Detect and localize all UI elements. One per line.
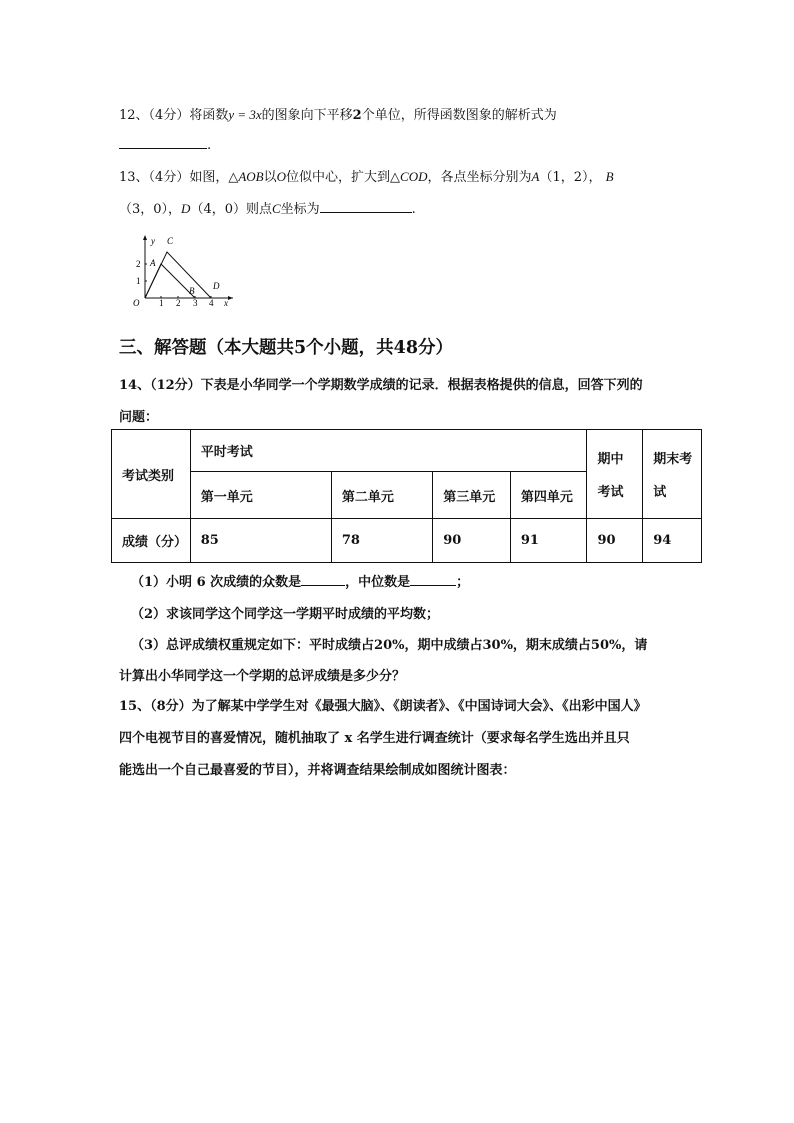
coordinate-figure [129,232,235,310]
x-tick-label-1: 1 [159,298,164,308]
q13-line1 [119,166,614,185]
y-axis-arrow [143,235,147,240]
x-tick-label-4: 4 [209,298,214,308]
score-midterm: 90 [587,519,643,563]
mode-answer-blank[interactable] [301,573,345,586]
section-heading: 三、解答题（本大题共5个小题，共48分） [119,338,454,358]
q13-prefix: 13、（4分）如图， [119,170,229,185]
midterm-label-cell [587,430,643,519]
q13-b-coord: （3，0）， [119,202,182,217]
q13-aob: △AOB [228,169,264,184]
midterm-label-2: 考试 [597,485,624,500]
y-tick-label-2: 2 [136,259,141,269]
q13-text2: 位似中心，扩大到 [286,170,391,185]
score-label-cell: 成绩（分） [112,519,191,563]
q12-end: . [207,138,212,153]
type-label-cell: 考试类别 [112,430,191,519]
q13-d-coord: （4，0）则点 [190,202,272,217]
x-axis-arrow [228,296,233,300]
label-c: C [167,236,174,246]
label-d: D [213,281,220,291]
q14-sub3-line1: （3）总评成绩权重规定如下：平时成绩占20%，期中成绩占30%，期末成绩占50%，请 [131,638,648,653]
label-x: x [224,298,228,308]
q14-sub3-line2: 计算出小华同学这一个学期的总评成绩是多少分？ [119,669,406,684]
q14-line1: 14、（12分）下表是小华同学一个学期数学成绩的记录．根据表格提供的信息，回答下列的 [119,378,643,393]
label-b: B [189,286,195,296]
q13-cod: △COD [390,169,428,184]
q14-sub1-a: （1）小明 6 次成绩的众数是 [131,575,302,590]
q13-d: D [181,201,191,216]
q13-a: A [531,169,540,184]
score-final: 94 [643,519,702,563]
q14-sub1-c: ； [456,575,470,590]
unit-2-cell: 第二单元 [331,472,432,519]
q14-sub1 [131,571,469,590]
final-label-cell [643,430,702,519]
unit-1-cell: 第一单元 [190,472,331,519]
final-label-1: 期末考 [653,452,693,467]
q15-line3: 能选出一个自己最喜爱的节目），并将调查结果绘制成如图统计图表： [119,763,516,778]
q12-amount: 2 [352,108,362,123]
q13-c: C [271,201,281,216]
label-y: y [151,236,155,246]
median-answer-blank[interactable] [410,573,456,586]
q14-sub1-b: ，中位数是 [345,575,411,590]
q12-line1 [119,104,557,123]
label-o: O [133,298,140,308]
x-tick-label-2: 2 [176,298,181,308]
q12-line2 [119,136,211,153]
x-tick-label-3: 3 [193,298,198,308]
score-unit-1: 85 [190,519,331,563]
score-unit-4: 91 [510,519,587,563]
q13-answer-blank[interactable] [320,200,412,213]
q13-end: . [411,202,416,217]
q12-suffix2: 个单位，所得函数图象的解析式为 [361,108,557,123]
q14-sub2: （2）求该同学这个同学这一学期平时成绩的平均数； [131,607,440,622]
q13-line2 [119,198,416,217]
q12-prefix: 12、（4分）将函数 [119,108,229,123]
unit-4-cell: 第四单元 [510,472,587,519]
score-table [111,429,702,563]
q13-o: O [276,169,287,184]
regular-label-cell: 平时考试 [190,430,587,472]
triangle-aob [145,264,195,298]
q15-line2: 四个电视节目的喜爱情况，随机抽取了 x 名学生进行调查统计（要求每名学生选出并且只 [119,731,630,746]
q15-line1: 15、（8分）为了解某中学学生对《最强大脑》、《朗读者》、《中国诗词大会》、《出彩中国人》 [119,699,647,714]
midterm-label-1: 期中 [597,452,624,467]
table-row [112,519,702,563]
q13-a-coord: （1，2）， [539,170,602,185]
q12-answer-blank[interactable] [119,136,207,149]
q14-line2: 问题： [119,410,159,425]
q13-text1: 以 [263,170,277,185]
q13-text3: ，各点坐标分别为 [427,170,532,185]
label-a: A [150,258,156,268]
y-tick-label-1: 1 [136,276,141,286]
q13-b: B [605,169,614,184]
q13-text4: 坐标为 [280,202,320,217]
score-unit-3: 90 [433,519,511,563]
q12-suffix: 的图象向下平移 [261,108,353,123]
unit-3-cell: 第三单元 [433,472,511,519]
score-unit-2: 78 [331,519,432,563]
q12-formula: y = 3x [228,107,262,122]
table-row [112,430,702,472]
final-label-2: 试 [653,485,667,500]
